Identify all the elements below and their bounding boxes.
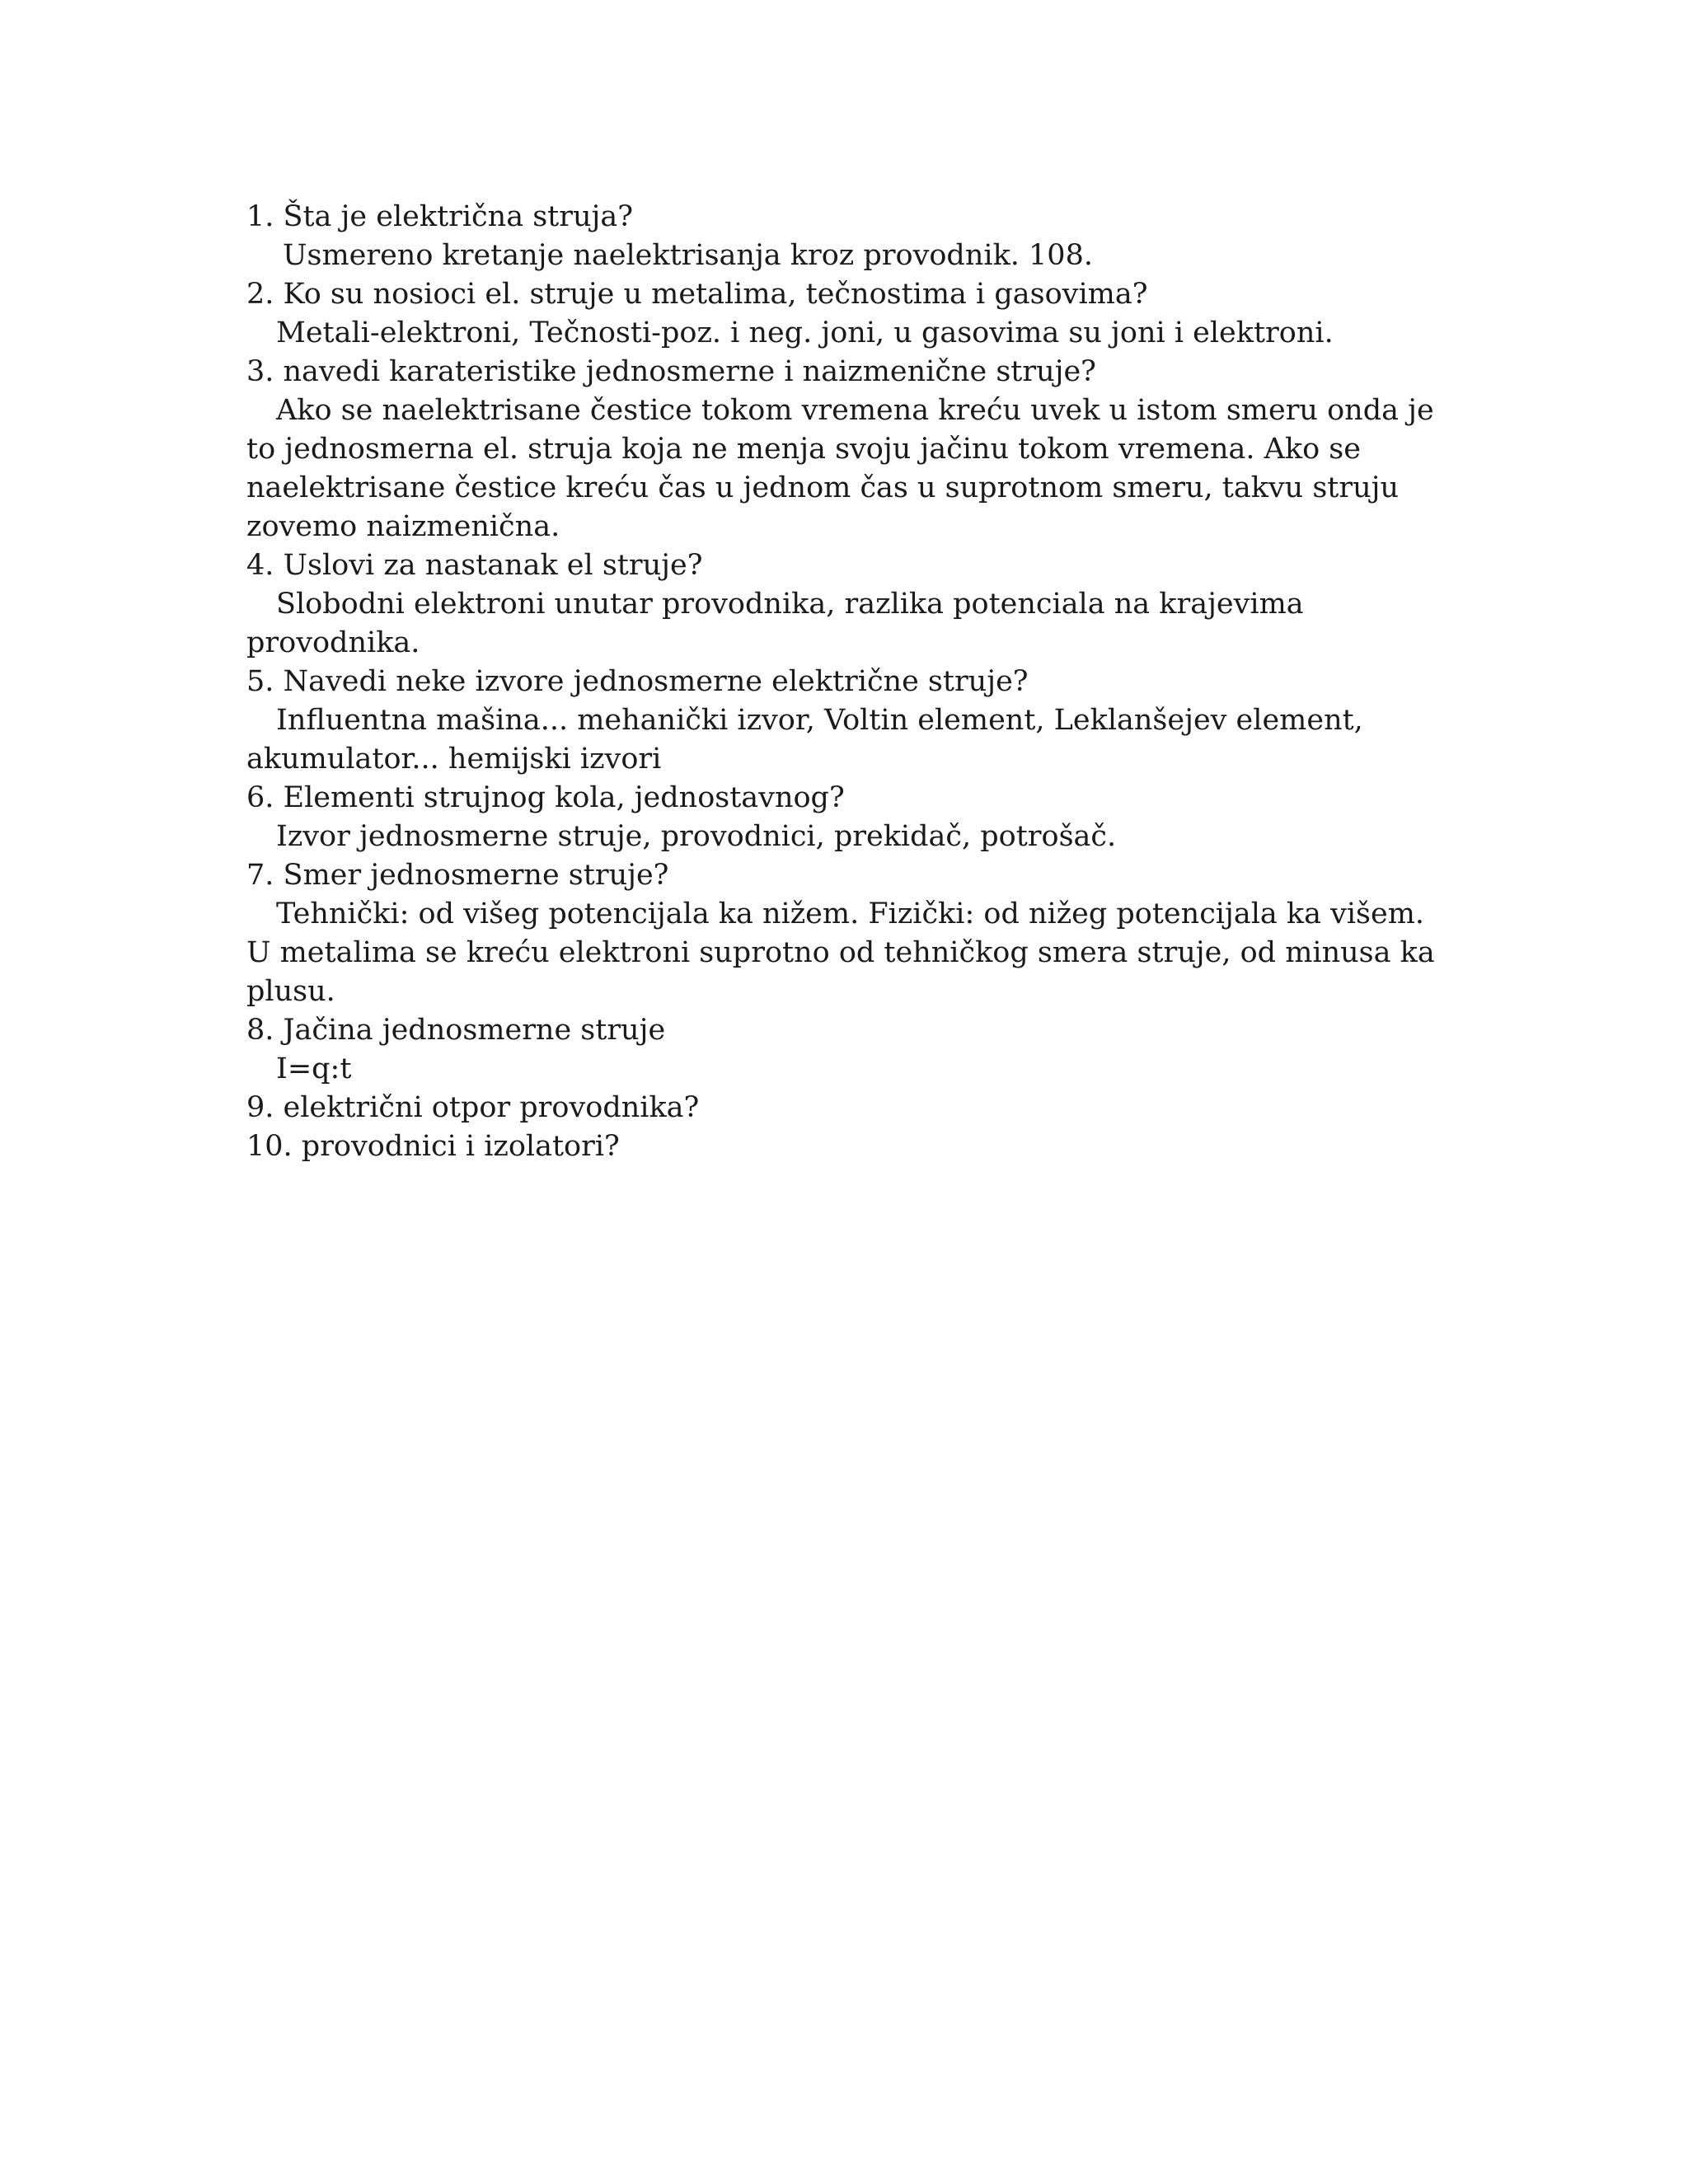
question-8: 8. Jačina jednosmerne struje (246, 1014, 666, 1047)
answer-2: Metali-elektroni, Tečnosti-poz. i neg. joni, u gasovima su joni i elektroni. (276, 316, 1334, 349)
question-2: 2. Ko su nosioci el. struje u metalima, tečnostima i gasovima? (246, 278, 1148, 311)
answer-3: Ako se naelektrisane čestice tokom vremena kreću uvek u istom smeru onda je to jednosmerna el. struja koja ne menja svoju jačinu tokom vremena. Ako se naelektrisane čestice kreću čas u jednom čas u suprotnom smeru, takvu struju zovemo naizmenična. (246, 394, 1434, 543)
answer-8: I=q:t (276, 1052, 352, 1085)
question-3: 3. navedi karateristike jednosmerne i naizmenične struje? (246, 355, 1096, 388)
question-list (246, 198, 1450, 1166)
answer-4: Slobodni elektroni unutar provodnika, razlika potenciala na krajevima provodnika. (246, 588, 1304, 659)
answer-7: Tehnički: od višeg potencijala ka nižem. Fizički: od nižeg potencijala ka višem. U metalima se kreću elektroni suprotno od tehničkog smera struje, od minusa ka plusu. (246, 898, 1435, 1008)
question-1: 1. Šta je električna struja? (246, 200, 633, 233)
answer-1: Usmereno kretanje naelektrisanja kroz provodnik. 108. (283, 239, 1093, 272)
answer-6: Izvor jednosmerne struje, provodnici, prekidač, potrošač. (276, 820, 1117, 853)
question-9: 9. električni otpor provodnika? (246, 1091, 700, 1124)
question-6: 6. Elementi strujnog kola, jednostavnog? (246, 781, 845, 814)
question-5: 5. Navedi neke izvore jednosmerne električne struje? (246, 665, 1029, 698)
question-7: 7. Smer jednosmerne struje? (246, 859, 669, 892)
answer-5: Influentna mašina... mehanički izvor, Voltin element, Leklanšejev element, akumulator... hemijski izvori (246, 704, 1363, 776)
question-4: 4. Uslovi za nastanak el struje? (246, 549, 703, 582)
question-10: 10. provodnici i izolatori? (246, 1130, 620, 1163)
